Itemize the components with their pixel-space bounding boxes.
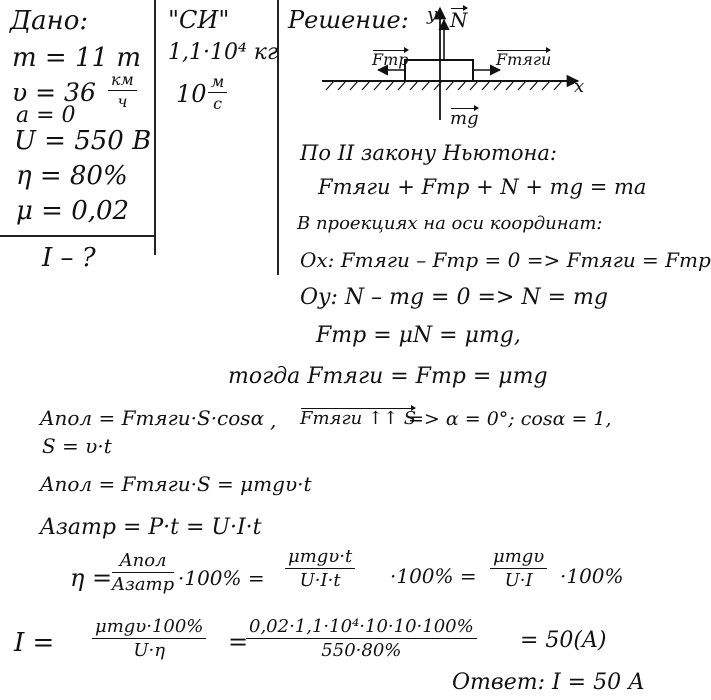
given-acceleration: a = 0 [16,103,76,128]
current-equals: = [228,628,249,656]
body-block [405,60,473,81]
expanded-numerator: μmgυ·t [285,548,355,569]
substitution-denominator: 550·80% [321,640,402,661]
simplified-denominator: U·I [504,570,533,591]
si-speed: 10 [176,80,207,108]
newton-law-text: По II закону Ньютона: [300,141,557,165]
friction-force-label: Fтр [372,50,409,69]
efficiency-multiplier-1: ·100% = [178,566,265,590]
si-mass: 1,1·10⁴ кг [168,40,279,65]
projection-text: В проекциях на оси координат: [297,213,603,234]
find-current: I – ? [42,243,96,273]
efficiency-fraction-work [112,552,174,594]
ox-equation: Ox: Fтяги – Fтр = 0 => Fтяги = Fтр [300,248,711,272]
current-substitution [246,618,477,660]
spent-work-equation: Aзатр = P·t = U·I·t [40,515,262,540]
efficiency-lhs: η = [70,564,113,592]
co-directional-vectors: Fтяги ↑↑ S [300,408,417,429]
expanded-denominator: U·I·t [299,570,341,591]
useful-work-result: Aпол = Fтяги·S = μmgυ·t [40,472,312,496]
gravity-force-label: mg [450,108,479,129]
vector-equation: Fтяги + Fтр + N + mg = ma [318,175,647,199]
final-answer: Ответ: I = 50 А [452,670,645,695]
useful-work-definition: Aпол = Fтяги·S·cosα [40,406,265,430]
ground-hatching [326,81,562,90]
traction-equation: тогда Fтяги = Fтр = μmg [228,364,548,389]
si-header: "СИ" [168,6,230,34]
given-mass: m = 11 т [12,43,141,73]
simplified-numerator: μmgυ [490,548,547,569]
given-header: Дано: [10,6,89,36]
current-formula [92,618,206,660]
si-speed-unit-den: с [213,94,223,113]
si-speed-unit-num: м [208,74,227,93]
y-axis-label: y [427,4,438,25]
efficiency-fraction-expanded [285,548,355,590]
normal-force-label: N [450,8,468,32]
given-speed-unit-den: ч [117,92,128,111]
x-axis-label: x [574,76,585,97]
efficiency-end: ·100% [560,564,624,588]
given-efficiency: η = 80% [16,161,128,191]
given-speed-unit-num: км [108,72,137,91]
work-note-comma: , [270,408,277,432]
given-friction-coefficient: μ = 0,02 [16,196,130,226]
current-formula-numerator: μmgυ·100% [92,618,206,639]
given-speed: υ = 36 [12,78,96,107]
angle-note: => α = 0°; cosα = 1, [408,408,612,430]
current-result: = 50(A) [520,628,607,653]
friction-equation: Fтр = μN = μmg, [316,323,521,348]
current-formula-denominator: U·η [133,640,166,661]
spent-work-symbol: Aзатр [112,574,175,595]
distance-definition: S = υ·t [42,434,112,458]
substitution-numerator: 0,02·1,1·10⁴·10·10·100% [246,618,477,639]
useful-work-symbol: Aпол [112,552,174,573]
oy-equation: Oy: N – mg = 0 => N = mg [300,285,608,310]
current-lhs: I = [14,628,55,658]
given-voltage: U = 550 В [14,126,152,156]
efficiency-multiplier-2: ·100% = [390,564,477,588]
solution-header: Решение: [288,6,409,34]
traction-force-label: Fтяги [496,50,552,69]
efficiency-fraction-simplified [490,548,547,590]
